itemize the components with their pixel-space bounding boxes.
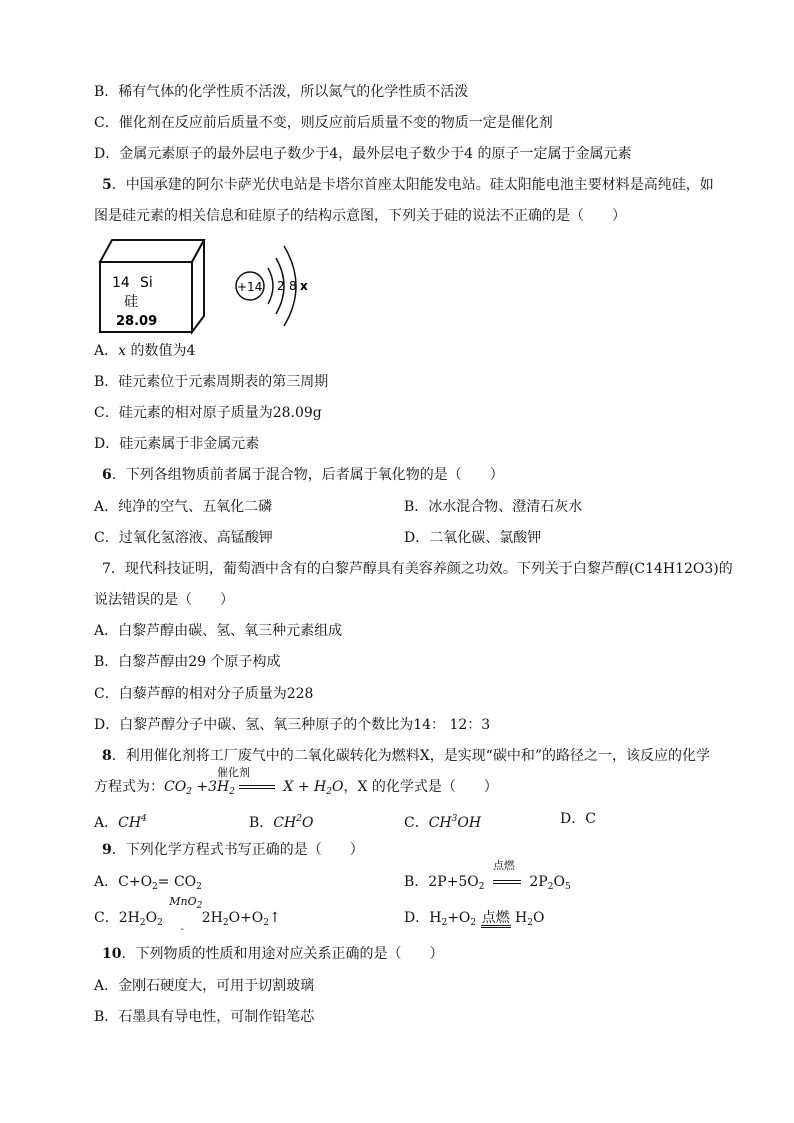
atom-nucleus-charge: +14: [237, 280, 263, 294]
q7-option-b: B．白黎芦醇由29 个原子构成: [94, 654, 281, 670]
ignite-condition-d: 点燃: [481, 910, 510, 926]
atom-shell-1: [268, 268, 273, 304]
element-symbol: Si: [140, 275, 153, 291]
equation-reactants: $CO_2 +3$: [164, 779, 218, 797]
mno2-condition: MnO$_2$ -: [169, 895, 203, 935]
q8-option-a: A．$CH^4$: [94, 814, 147, 831]
q6-option-c: C．过氧化氢溶液、高锰酸钾: [94, 530, 273, 546]
q5-number: 5: [102, 177, 112, 193]
q5-stem-line2: 图是硅元素的相关信息和硅原子的结构示意图，下列关于硅的说法不正确的是（ ）: [94, 208, 626, 224]
q5-option-a: A．x 的数值为4: [94, 343, 196, 359]
q6-option-a: A．纯净的空气、五氧化二磷: [94, 499, 273, 515]
q7-stem-line1: 7．现代科技证明，葡萄酒中含有的白黎芦醇具有美容养颜之功效。下列关于白黎芦醇(C14H12O3)的: [102, 561, 733, 577]
element-cell: [100, 240, 204, 332]
q4-option-d: D．金属元素原子的最外层电子数少于4，最外层电子数少于4 的原子一定属于金属元素: [94, 146, 632, 162]
q5-stem-text1: ．中国承建的阿尔卡萨光伏电站是卡塔尔首座太阳能发电站。硅太阳能电池主要材料是高纯硅，如: [111, 177, 714, 193]
ignite-condition-b: 点燃: [489, 872, 525, 892]
q10-option-a: A．金刚石硬度大，可用于切割玻璃: [94, 978, 315, 994]
equation-products: $X + H_2O$: [278, 779, 344, 797]
atom-shell-1-electrons: 2: [277, 279, 285, 293]
q5-option-b: B．硅元素位于元素周期表的第三周期: [94, 374, 329, 390]
q9-stem: 9．下列化学方程式书写正确的是（ ）: [102, 842, 364, 858]
q10-option-b: B．石墨具有导电性，可制作铅笔芯: [94, 1009, 315, 1025]
q8-stem-line1: 8．利用催化剂将工厂废气中的二氧化碳转化为燃料X，是实现“碳中和”的路径之一，该反应的化学: [102, 748, 711, 764]
q8-option-b: B．$CH^2O$: [249, 814, 314, 831]
atom-shell-3-electrons: x: [300, 279, 308, 293]
q8-option-d: D．C: [560, 811, 596, 827]
q7-option-a: A．白黎芦醇由碳、氢、氧三种元素组成: [94, 623, 343, 639]
q9-option-b: B．$2P+5O_2$ 点燃 $2P_2O_5$: [404, 859, 571, 892]
q5-figure: [94, 232, 334, 338]
q7-option-c: C．白藜芦醇的相对分子质量为228: [94, 686, 314, 702]
element-atomic-mass: 28.09: [116, 314, 158, 329]
element-atomic-number: 14: [112, 275, 130, 291]
q9-option-d: D．$H_2+O_2$ 点燃 $H_2O$: [404, 910, 545, 928]
q7-option-d: D．白黎芦醇分子中碳、氢、氧三种原子的个数比为14： 12：3: [94, 717, 491, 733]
element-name: 硅: [124, 294, 138, 310]
q5-option-d: D．硅元素属于非金属元素: [94, 436, 260, 452]
atom-shell-2-electrons: 8: [289, 279, 297, 293]
q6-option-d: D．二氧化碳、氯酸钾: [404, 530, 542, 546]
q9-option-c: C．$2H_2O_2$ MnO$_2$ - $2H_2O+O_2↑$: [94, 908, 281, 940]
q6-option-b: B．冰水混合物、澄清石灰水: [404, 499, 583, 515]
q6-stem: 6．下列各组物质前者属于混合物，后者属于氧化物的是（ ）: [102, 467, 504, 483]
q8-option-c: C．$CH^3OH$: [404, 814, 482, 831]
q4-option-b: B．稀有气体的化学性质不活泼，所以氮气的化学性质不活泼: [94, 84, 469, 100]
q5-stem-line1: [102, 175, 714, 195]
q5-option-c: C．硅元素的相对原子质量为28.09g: [94, 405, 322, 421]
q10-stem: 10．下列物质的性质和用途对应关系正确的是（ ）: [102, 946, 444, 962]
catalyst-condition: 催化剂 $H_2$: [217, 777, 279, 802]
q9-option-a: A．$C+O_2= CO_2$: [94, 874, 202, 892]
q7-stem-line2: 说法错误的是（ ）: [94, 592, 234, 608]
atom-structure-diagram: [236, 246, 308, 326]
q4-option-c: C．催化剂在反应前后质量不变，则反应前后质量不变的物质一定是催化剂: [94, 115, 553, 131]
q8-stem-line2: 方程式为：$CO_2 +3$ 催化剂 $H_2$ $X + H_2O$，X 的化学式是（ ）: [94, 777, 498, 802]
variable-x: x: [118, 343, 127, 359]
